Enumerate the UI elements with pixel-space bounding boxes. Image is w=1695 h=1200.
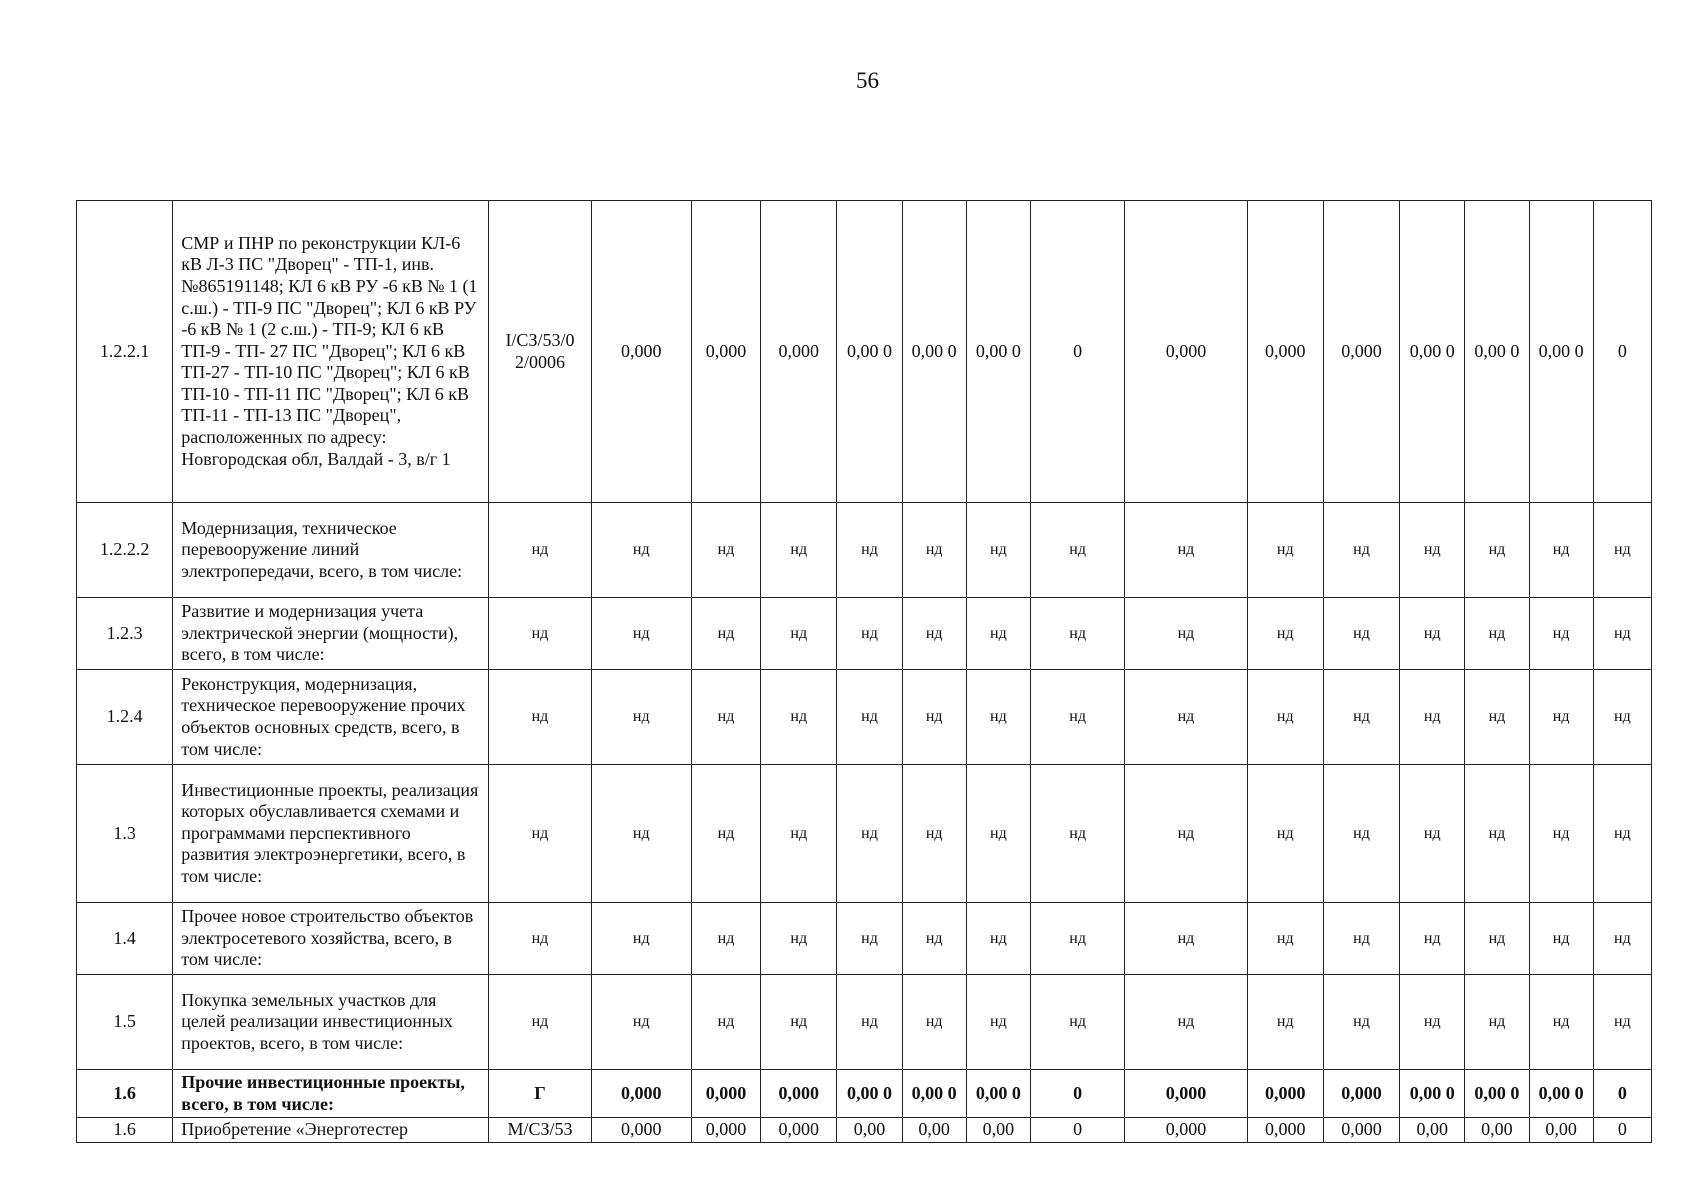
value-cell: 0 <box>1030 1070 1124 1118</box>
table-row <box>77 765 1652 903</box>
table-row <box>77 201 1652 503</box>
row-name-cell: Приобретение «Энерготестер <box>173 1118 489 1143</box>
value-cell: 0,00 <box>1400 1118 1465 1143</box>
value-cell: 0,000 <box>1323 201 1399 503</box>
value-cell: 0,00 <box>966 1118 1030 1143</box>
row-number-cell: 1.3 <box>77 765 173 903</box>
value-cell: нд <box>1465 670 1529 765</box>
value-cell: 0,00 0 <box>837 201 902 503</box>
value-cell: нд <box>591 975 691 1070</box>
value-cell: нд <box>1465 503 1529 598</box>
value-cell: 0,000 <box>1247 1070 1323 1118</box>
row-number-cell: 1.6 <box>77 1118 173 1143</box>
value-cell: нд <box>761 598 837 670</box>
value-cell: нд <box>902 975 966 1070</box>
value-cell: 0,000 <box>1125 1070 1247 1118</box>
value-cell: 0,000 <box>761 1070 837 1118</box>
value-cell: нд <box>1593 975 1651 1070</box>
value-cell: 0,00 0 <box>966 1070 1030 1118</box>
table-row <box>77 598 1652 670</box>
row-code-cell: нд <box>489 670 591 765</box>
value-cell: 0,000 <box>691 201 760 503</box>
value-cell: 0,000 <box>591 1070 691 1118</box>
value-cell: нд <box>1247 765 1323 903</box>
row-number-cell: 1.2.3 <box>77 598 173 670</box>
value-cell: 0 <box>1030 1118 1124 1143</box>
value-cell: 0,000 <box>1125 201 1247 503</box>
value-cell: 0,00 0 <box>837 1070 902 1118</box>
value-cell: нд <box>1529 975 1593 1070</box>
value-cell: нд <box>966 975 1030 1070</box>
value-cell: нд <box>1465 598 1529 670</box>
value-cell: нд <box>691 765 760 903</box>
row-code-cell: М/СЗ/53 <box>489 1118 591 1143</box>
value-cell: нд <box>902 503 966 598</box>
value-cell: нд <box>1400 670 1465 765</box>
value-cell: нд <box>1400 503 1465 598</box>
value-cell: нд <box>591 670 691 765</box>
row-name-cell: СМР и ПНР по реконструкции КЛ-6 кВ Л-3 ПС "Дворец" - ТП-1, инв. №865191148; КЛ 6 кВ РУ -6 кВ № 1 (1 с.ш.) - ТП-9 ПС "Дворец"; КЛ 6 кВ РУ -6 кВ № 1 (2 с.ш.) - ТП-9; КЛ 6 кВ ТП-9 - ТП- 27 ПС "Дворец"; КЛ 6 кВ ТП-27 - ТП-10 ПС "Дворец"; КЛ 6 кВ ТП-10 - ТП-11 ПС "Дворец"; КЛ 6 кВ ТП-11 - ТП-13 ПС "Дворец", расположенных по адресу: Новгородская обл, Валдай - 3, в/г 1 <box>173 201 489 503</box>
value-cell: нд <box>1593 598 1651 670</box>
value-cell: нд <box>1529 670 1593 765</box>
value-cell: нд <box>591 598 691 670</box>
table-row <box>77 975 1652 1070</box>
row-name-cell: Инвестиционные проекты, реализация которых обуславливается схемами и программами перспективного развития электроэнергетики, всего, в том числе: <box>173 765 489 903</box>
value-cell: нд <box>1247 670 1323 765</box>
value-cell: нд <box>761 670 837 765</box>
value-cell: нд <box>1247 598 1323 670</box>
value-cell: 0,000 <box>761 201 837 503</box>
value-cell: нд <box>761 975 837 1070</box>
value-cell: нд <box>1125 598 1247 670</box>
value-cell: нд <box>1323 975 1399 1070</box>
value-cell: нд <box>1593 503 1651 598</box>
value-cell: 0,00 0 <box>1400 201 1465 503</box>
value-cell: 0,000 <box>1125 1118 1247 1143</box>
value-cell: 0 <box>1593 201 1651 503</box>
row-code-cell: нд <box>489 598 591 670</box>
row-number-cell: 1.2.2.1 <box>77 201 173 503</box>
row-name-cell: Модернизация, техническое перевооружение линий электропередачи, всего, в том числе: <box>173 503 489 598</box>
table-row <box>77 503 1652 598</box>
value-cell: нд <box>1593 765 1651 903</box>
value-cell: нд <box>1247 503 1323 598</box>
row-code-cell: I/СЗ/53/0 2/0006 <box>489 201 591 503</box>
value-cell: нд <box>1125 903 1247 975</box>
value-cell: 0,00 0 <box>1400 1070 1465 1118</box>
value-cell: нд <box>591 503 691 598</box>
value-cell: 0,000 <box>591 201 691 503</box>
value-cell: нд <box>1465 903 1529 975</box>
value-cell: 0,00 0 <box>966 201 1030 503</box>
value-cell: нд <box>761 903 837 975</box>
row-name-cell: Реконструкция, модернизация, техническое перевооружение прочих объектов основных средств, всего, в том числе: <box>173 670 489 765</box>
value-cell: 0,00 0 <box>1465 1070 1529 1118</box>
value-cell: нд <box>837 503 902 598</box>
value-cell: нд <box>837 670 902 765</box>
table-row <box>77 670 1652 765</box>
value-cell: нд <box>1529 765 1593 903</box>
value-cell: 0,000 <box>691 1118 760 1143</box>
row-number-cell: 1.6 <box>77 1070 173 1118</box>
table-body <box>77 201 1652 1143</box>
value-cell: нд <box>1125 765 1247 903</box>
row-number-cell: 1.2.4 <box>77 670 173 765</box>
value-cell: нд <box>1400 975 1465 1070</box>
value-cell: 0,00 <box>837 1118 902 1143</box>
value-cell: 0,000 <box>691 1070 760 1118</box>
value-cell: нд <box>837 903 902 975</box>
row-name-cell: Развитие и модернизация учета электрической энергии (мощности), всего, в том числе: <box>173 598 489 670</box>
value-cell: 0,00 <box>1465 1118 1529 1143</box>
value-cell: нд <box>1323 598 1399 670</box>
value-cell: 0,00 0 <box>1529 1070 1593 1118</box>
value-cell: нд <box>691 670 760 765</box>
value-cell: 0,000 <box>1323 1118 1399 1143</box>
value-cell: нд <box>691 975 760 1070</box>
value-cell: 0,00 0 <box>1465 201 1529 503</box>
value-cell: 0,000 <box>1247 1118 1323 1143</box>
value-cell: нд <box>591 765 691 903</box>
value-cell: нд <box>1247 975 1323 1070</box>
value-cell: нд <box>902 903 966 975</box>
value-cell: 0,000 <box>1247 201 1323 503</box>
value-cell: 0 <box>1593 1118 1651 1143</box>
value-cell: нд <box>1323 503 1399 598</box>
value-cell: нд <box>1529 598 1593 670</box>
value-cell: 0,00 <box>1529 1118 1593 1143</box>
row-number-cell: 1.2.2.2 <box>77 503 173 598</box>
row-code-cell: Г <box>489 1070 591 1118</box>
row-code-cell: нд <box>489 765 591 903</box>
value-cell: нд <box>691 903 760 975</box>
value-cell: нд <box>691 503 760 598</box>
value-cell: нд <box>1465 975 1529 1070</box>
value-cell: нд <box>1400 765 1465 903</box>
row-number-cell: 1.5 <box>77 975 173 1070</box>
value-cell: нд <box>837 975 902 1070</box>
value-cell: нд <box>1323 670 1399 765</box>
row-code-cell: нд <box>489 975 591 1070</box>
value-cell: нд <box>1593 903 1651 975</box>
value-cell: нд <box>1465 765 1529 903</box>
value-cell: 0,000 <box>1323 1070 1399 1118</box>
value-cell: нд <box>902 765 966 903</box>
table-row <box>77 1070 1652 1118</box>
value-cell: нд <box>1125 670 1247 765</box>
value-cell: нд <box>691 598 760 670</box>
value-cell: нд <box>1529 903 1593 975</box>
row-name-cell: Прочее новое строительство объектов электросетевого хозяйства, всего, в том числе: <box>173 903 489 975</box>
value-cell: нд <box>1125 503 1247 598</box>
value-cell: нд <box>966 503 1030 598</box>
value-cell: нд <box>591 903 691 975</box>
value-cell: нд <box>1593 670 1651 765</box>
table-row <box>77 903 1652 975</box>
value-cell: 0 <box>1030 201 1124 503</box>
value-cell: нд <box>966 903 1030 975</box>
investment-table <box>76 200 1652 1143</box>
value-cell: нд <box>1125 975 1247 1070</box>
value-cell: 0,00 0 <box>1529 201 1593 503</box>
row-name-cell: Прочие инвестиционные проекты, всего, в том числе: <box>173 1070 489 1118</box>
value-cell: нд <box>1030 503 1124 598</box>
row-name-cell: Покупка земельных участков для целей реализации инвестиционных проектов, всего, в том числе: <box>173 975 489 1070</box>
value-cell: 0,000 <box>591 1118 691 1143</box>
value-cell: 0 <box>1593 1070 1651 1118</box>
value-cell: 0,000 <box>761 1118 837 1143</box>
table-row <box>77 1118 1652 1143</box>
value-cell: нд <box>966 670 1030 765</box>
value-cell: нд <box>761 765 837 903</box>
value-cell: нд <box>902 670 966 765</box>
value-cell: нд <box>837 765 902 903</box>
value-cell: 0,00 0 <box>902 1070 966 1118</box>
page-number: 56 <box>856 68 879 93</box>
value-cell: нд <box>1030 598 1124 670</box>
row-code-cell: нд <box>489 503 591 598</box>
value-cell: нд <box>1030 765 1124 903</box>
value-cell: нд <box>1030 903 1124 975</box>
value-cell: нд <box>1400 598 1465 670</box>
row-number-cell: 1.4 <box>77 903 173 975</box>
value-cell: 0,00 <box>902 1118 966 1143</box>
value-cell: нд <box>1400 903 1465 975</box>
value-cell: 0,00 0 <box>902 201 966 503</box>
value-cell: нд <box>966 765 1030 903</box>
value-cell: нд <box>837 598 902 670</box>
value-cell: нд <box>1247 903 1323 975</box>
value-cell: нд <box>1030 670 1124 765</box>
value-cell: нд <box>966 598 1030 670</box>
row-code-cell: нд <box>489 903 591 975</box>
value-cell: нд <box>1030 975 1124 1070</box>
value-cell: нд <box>1323 903 1399 975</box>
value-cell: нд <box>1323 765 1399 903</box>
value-cell: нд <box>761 503 837 598</box>
value-cell: нд <box>902 598 966 670</box>
value-cell: нд <box>1529 503 1593 598</box>
